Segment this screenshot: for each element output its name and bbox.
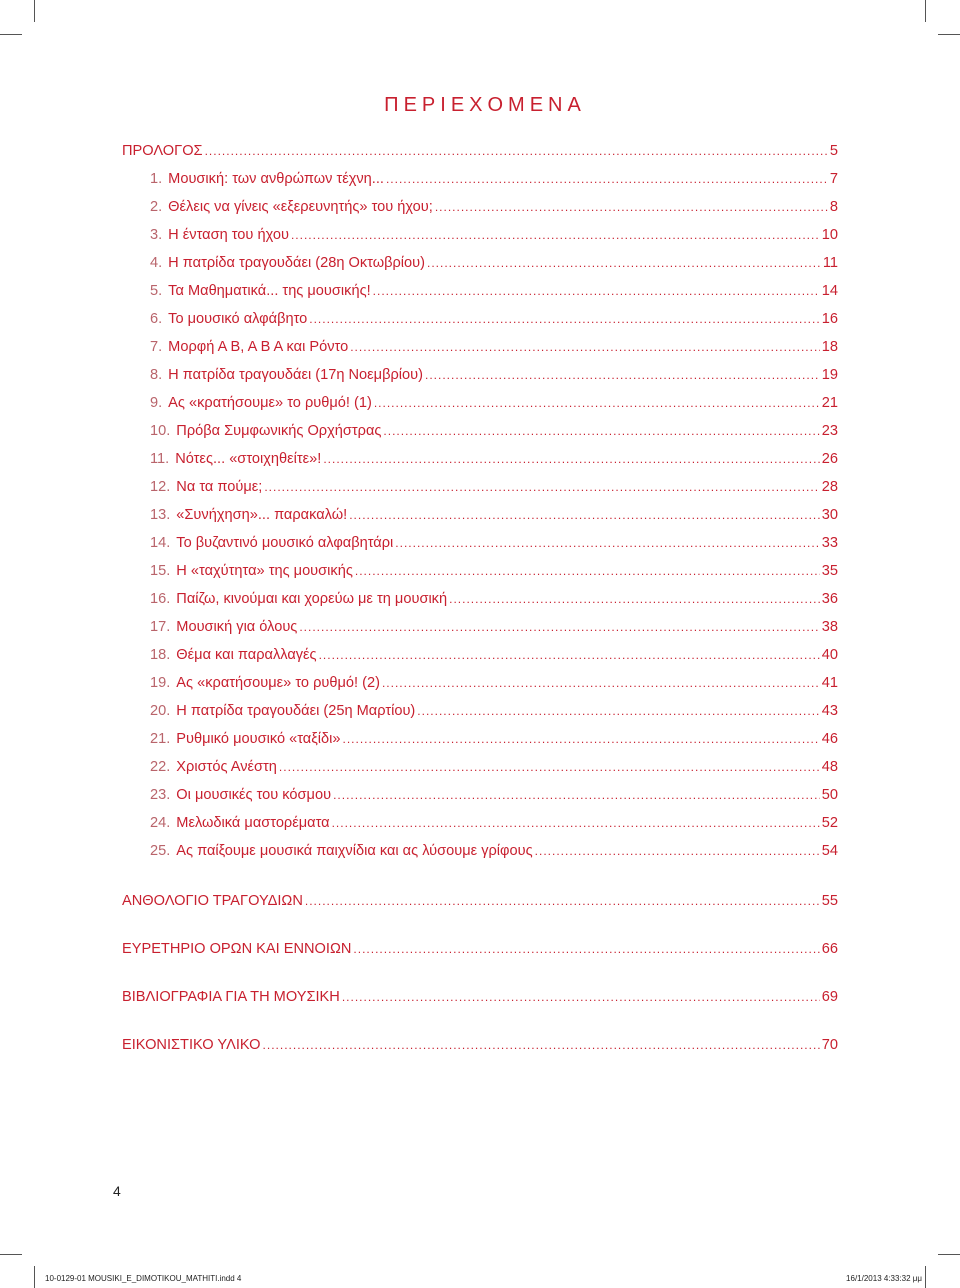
toc-entry-label: Η πατρίδα τραγουδάει (17η Νοεμβρίου)	[168, 367, 423, 383]
toc-entry-label: Η πατρίδα τραγουδάει (25η Μαρτίου)	[176, 703, 416, 719]
leader-dots	[263, 1038, 820, 1052]
toc-entry-page: 54	[821, 843, 838, 859]
leader-dots	[449, 592, 820, 606]
toc-entry-label: ΠΡΟΛΟΓΟΣ	[122, 143, 203, 159]
page-title: ΠΕΡΙΕΧΟΜΕΝΑ	[384, 94, 586, 116]
leader-dots	[373, 284, 820, 298]
toc-entry-chapter[interactable]	[122, 619, 838, 647]
leader-dots	[264, 480, 819, 494]
toc-entry-number: 19.	[150, 675, 171, 691]
toc-entry-chapter[interactable]	[122, 815, 838, 843]
leader-dots	[417, 704, 819, 718]
toc-entry-page: 36	[821, 591, 838, 607]
toc-entry-chapter[interactable]	[122, 227, 838, 255]
toc-entry-chapter[interactable]	[122, 367, 838, 395]
toc-entry-chapter[interactable]	[122, 311, 838, 339]
leader-dots	[299, 620, 819, 634]
leader-dots	[319, 648, 820, 662]
crop-mark	[0, 34, 22, 35]
toc-entry-number: 10.	[150, 423, 171, 439]
leader-dots	[333, 788, 820, 802]
toc-entry-label: ΒΙΒΛΙΟΓΡΑΦΙΑ ΓΙΑ ΤΗ ΜΟΥΣΙΚΗ	[122, 989, 340, 1005]
toc-entry-label: Ρυθμικό μουσικό «ταξίδι»	[176, 731, 341, 747]
toc-entry-chapter[interactable]	[122, 731, 838, 759]
leader-dots	[435, 200, 828, 214]
toc-entry-label: Μελωδικά μαστορέματα	[176, 815, 330, 831]
toc-entry-prologue[interactable]	[122, 143, 838, 171]
toc-entry-page: 50	[821, 787, 838, 803]
toc-entry-chapter[interactable]	[122, 647, 838, 675]
leader-dots	[349, 508, 820, 522]
toc-entry-label: Η ένταση του ήχου	[168, 227, 289, 243]
toc-entry-section[interactable]	[122, 941, 838, 989]
slug-date: 16/1/2013 4:33:32 μμ	[846, 1274, 922, 1283]
toc-entry-chapter[interactable]	[122, 675, 838, 703]
toc-entry-label: Παίζω, κινούμαι και χορεύω με τη μουσική	[176, 591, 448, 607]
toc-entry-number: 16.	[150, 591, 171, 607]
toc-entry-page: 70	[821, 1037, 838, 1053]
toc-entry-page: 46	[821, 731, 838, 747]
print-slug	[0, 1268, 960, 1288]
leader-dots	[279, 760, 820, 774]
toc-entry-section[interactable]	[122, 989, 838, 1037]
toc-entry-number: 15.	[150, 563, 171, 579]
toc-entry-page: 52	[821, 815, 838, 831]
toc-entry-chapter[interactable]	[122, 423, 838, 451]
toc-entry-label: Να τα πούμε;	[176, 479, 263, 495]
toc-entry-label: Ας «κρατήσουμε» το ρυθμό! (1)	[168, 395, 372, 411]
toc-entry-label: Νότες... «στοιχηθείτε»!	[175, 451, 322, 467]
toc-entry-page: 7	[829, 171, 838, 187]
toc-entry-number: 18.	[150, 647, 171, 663]
leader-dots	[205, 144, 828, 158]
toc-entry-label: Τα Μαθηματικά... της μουσικής!	[168, 283, 371, 299]
leader-dots	[427, 256, 821, 270]
toc-entry-number: 7.	[150, 339, 163, 355]
toc-entry-page: 41	[821, 675, 838, 691]
toc-entry-chapter[interactable]	[122, 843, 838, 871]
toc-entry-number: 22.	[150, 759, 171, 775]
crop-mark	[0, 1254, 22, 1255]
toc-entry-label: «Συνήχηση»... παρακαλώ!	[176, 507, 348, 523]
leader-dots	[342, 990, 820, 1004]
toc-entry-chapter[interactable]	[122, 507, 838, 535]
toc-entry-label: Το βυζαντινό μουσικό αλφαβητάρι	[176, 535, 394, 551]
leader-dots	[383, 424, 819, 438]
toc-entry-number: 24.	[150, 815, 171, 831]
toc-entry-number: 1.	[150, 171, 163, 187]
toc-entry-chapter[interactable]	[122, 535, 838, 563]
toc-entry-page: 18	[821, 339, 838, 355]
leader-dots	[386, 172, 828, 186]
toc-entry-label: ΕΙΚΟΝΙΣΤΙΚΟ ΥΛΙΚΟ	[122, 1037, 261, 1053]
toc-entry-page: 19	[821, 367, 838, 383]
toc-entry-chapter[interactable]	[122, 563, 838, 591]
leader-dots	[374, 396, 820, 410]
toc-entry-number: 4.	[150, 255, 163, 271]
crop-mark	[938, 34, 960, 35]
toc-entry-label: ΕΥΡΕΤΗΡΙΟ ΟΡΩΝ ΚΑΙ ΕΝΝΟΙΩΝ	[122, 941, 352, 957]
toc-entry-label: Πρόβα Συμφωνικής Ορχήστρας	[176, 423, 382, 439]
crop-mark	[34, 0, 35, 22]
leader-dots	[323, 452, 819, 466]
toc-entry-page: 43	[821, 703, 838, 719]
slug-filename: 10-0129-01 MOUSIKI_E_DIMOTIKOU_MATHITI.indd 4	[45, 1274, 242, 1283]
toc-entry-label: Θέλεις να γίνεις «εξερευνητής» του ήχου;	[168, 199, 433, 215]
toc-entry-page: 16	[821, 311, 838, 327]
toc-entry-number: 25.	[150, 843, 171, 859]
toc-entry-label: Το μουσικό αλφάβητο	[168, 311, 308, 327]
toc-entry-label: Μουσική για όλους	[176, 619, 298, 635]
toc-entry-number: 3.	[150, 227, 163, 243]
toc-entry-chapter[interactable]	[122, 451, 838, 479]
toc-entry-number: 6.	[150, 311, 163, 327]
toc-entry-section[interactable]	[122, 1037, 838, 1085]
toc-entry-number: 17.	[150, 619, 171, 635]
toc-entry-number: 8.	[150, 367, 163, 383]
crop-mark	[938, 1254, 960, 1255]
page-number: 4	[113, 1183, 121, 1199]
toc-entry-label: Μουσική: των ανθρώπων τέχνη...	[168, 171, 384, 187]
toc-entry-chapter[interactable]	[122, 591, 838, 619]
toc-entry-label: Χριστός Ανέστη	[176, 759, 277, 775]
toc-entry-page: 66	[821, 941, 838, 957]
leader-dots	[535, 844, 820, 858]
toc-entry-label: Οι μουσικές του κόσμου	[176, 787, 332, 803]
leader-dots	[350, 340, 820, 354]
table-of-contents	[122, 143, 838, 1085]
toc-entry-label: Ας «κρατήσουμε» το ρυθμό! (2)	[176, 675, 380, 691]
leader-dots	[425, 368, 820, 382]
toc-entry-page: 35	[821, 563, 838, 579]
toc-entry-section[interactable]	[122, 893, 838, 941]
toc-entry-page: 48	[821, 759, 838, 775]
toc-entry-page: 10	[821, 227, 838, 243]
toc-entry-chapter[interactable]	[122, 171, 838, 199]
toc-entry-label: Ας παίξουμε μουσικά παιχνίδια και ας λύσουμε γρίφους	[176, 843, 533, 859]
toc-entry-label: Μορφή Α Β, Α Β Α και Ρόντο	[168, 339, 349, 355]
toc-entry-number: 23.	[150, 787, 171, 803]
leader-dots	[291, 228, 820, 242]
toc-entry-number: 5.	[150, 283, 163, 299]
toc-entry-page: 21	[821, 395, 838, 411]
toc-entry-chapter[interactable]	[122, 199, 838, 227]
toc-entry-number: 13.	[150, 507, 171, 523]
toc-entry-number: 14.	[150, 535, 171, 551]
toc-entry-chapter[interactable]	[122, 759, 838, 787]
toc-entry-page: 69	[821, 989, 838, 1005]
toc-entry-page: 11	[822, 255, 838, 271]
toc-entry-label: Η πατρίδα τραγουδάει (28η Οκτωβρίου)	[168, 255, 426, 271]
leader-dots	[382, 676, 820, 690]
toc-entry-page: 8	[829, 199, 838, 215]
toc-entry-label: Η «ταχύτητα» της μουσικής	[176, 563, 353, 579]
toc-entry-chapter[interactable]	[122, 787, 838, 815]
toc-entry-number: 20.	[150, 703, 171, 719]
crop-mark	[925, 0, 926, 22]
toc-entry-page: 33	[821, 535, 838, 551]
toc-entry-page: 28	[821, 479, 838, 495]
toc-entry-page: 40	[821, 647, 838, 663]
toc-entry-page: 38	[821, 619, 838, 635]
toc-entry-number: 2.	[150, 199, 163, 215]
toc-entry-chapter[interactable]	[122, 395, 838, 423]
toc-entry-page: 23	[821, 423, 838, 439]
toc-entry-label: Θέμα και παραλλαγές	[176, 647, 317, 663]
toc-entry-page: 14	[821, 283, 838, 299]
leader-dots	[309, 312, 820, 326]
toc-entry-number: 9.	[150, 395, 163, 411]
toc-entry-page: 26	[821, 451, 838, 467]
toc-entry-label: ΑΝΘΟΛΟΓΙΟ ΤΡΑΓΟΥΔΙΩΝ	[122, 893, 303, 909]
leader-dots	[355, 564, 820, 578]
toc-entry-chapter[interactable]	[122, 283, 838, 311]
toc-entry-page: 5	[829, 143, 838, 159]
toc-entry-page: 30	[821, 507, 838, 523]
leader-dots	[353, 942, 819, 956]
leader-dots	[342, 732, 819, 746]
toc-entry-number: 12.	[150, 479, 171, 495]
leader-dots	[332, 816, 820, 830]
toc-entry-chapter[interactable]	[122, 479, 838, 507]
toc-entry-number: 11.	[150, 451, 170, 467]
toc-entry-number: 21.	[150, 731, 171, 747]
toc-entry-chapter[interactable]	[122, 703, 838, 731]
leader-dots	[305, 894, 820, 908]
leader-dots	[395, 536, 819, 550]
toc-entry-page: 55	[821, 893, 838, 909]
toc-entry-chapter[interactable]	[122, 339, 838, 367]
toc-entry-chapter[interactable]	[122, 255, 838, 283]
